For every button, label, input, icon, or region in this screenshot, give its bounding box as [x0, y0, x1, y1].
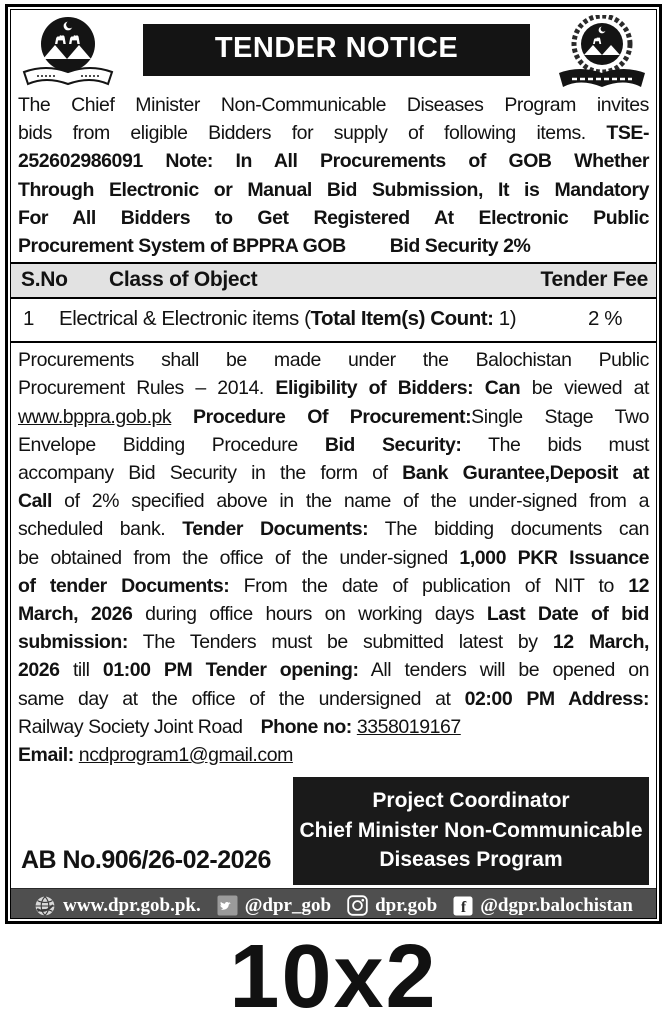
text-segment: March, 2026: [18, 603, 133, 626]
email-address[interactable]: ncdprogram1@gmail.com: [78, 744, 293, 767]
text-segment: Procurement Rules – 2014.: [18, 377, 276, 400]
text-line: [18, 628, 649, 656]
text-line: [18, 656, 649, 684]
text-segment: submission:: [18, 631, 128, 654]
instagram-icon: [347, 895, 368, 916]
footer-twitter-link[interactable]: [217, 895, 331, 917]
tender-notice-banner: TENDER NOTICE: [143, 24, 530, 76]
text-segment: be viewed at: [520, 377, 649, 400]
bppra-website-link[interactable]: www.bppra.gob.pk: [18, 405, 172, 428]
text-line: [18, 600, 649, 628]
signatory-title: Project Coordinator: [372, 789, 570, 813]
text-segment: All tenders will be opened on: [358, 659, 649, 682]
text-line: [18, 685, 649, 713]
emblem-left-graphic: [17, 15, 119, 91]
text-segment: 12 March,: [552, 631, 649, 654]
masthead: [11, 10, 656, 88]
text-segment: bids from eligible Bidders for supply of following items.: [18, 122, 607, 145]
text-segment: Railway Society Joint Road: [18, 715, 243, 738]
dpr-social-footer: [11, 888, 656, 919]
text-line: [18, 459, 649, 487]
text-segment: The bidding documents can: [368, 518, 649, 541]
footer-website-link[interactable]: [34, 895, 201, 917]
text-segment: 1,000 PKR Issuance: [459, 546, 649, 569]
text-segment: The Tenders must be submitted latest by: [127, 631, 553, 654]
twitter-icon: [217, 895, 238, 916]
text-line: [18, 431, 649, 459]
text-line: [18, 741, 649, 769]
text-line: [18, 515, 649, 543]
balochistan-emblem-left: [17, 15, 119, 96]
text-segment: 1): [493, 307, 517, 331]
text-segment: Procurement System of BPPRA GOB: [18, 235, 346, 258]
text-segment: For All Bidders to Get Registered At Electronic Public: [18, 206, 649, 229]
text-line: [18, 147, 649, 175]
footer-twitter-handle: @dpr_gob: [244, 894, 332, 916]
text-segment: Bank Gurantee,Deposit at: [402, 462, 649, 485]
phone-number[interactable]: 3358019167: [356, 715, 461, 738]
ad-inner-border: [10, 9, 657, 919]
text-segment: accompany Bid Security in the form of: [18, 462, 403, 485]
text-segment: Eligibility of Bidders: Can: [275, 377, 521, 400]
table-header-row: [11, 262, 656, 299]
text-line: [18, 176, 649, 204]
footer-facebook-link[interactable]: [453, 895, 633, 917]
signoff-section: [11, 771, 656, 885]
row-tender-fee: 2 %: [588, 307, 622, 331]
text-segment: Envelope Bidding Procedure: [18, 433, 325, 456]
text-line: [18, 204, 649, 232]
text-segment: 12: [628, 574, 649, 597]
text-segment: scheduled bank.: [18, 518, 183, 541]
text-segment: 252602986091 Note: In All Procurements of GOB Whether: [18, 150, 649, 173]
text-segment: Tender Documents:: [182, 518, 369, 541]
text-segment: Bid Security:: [324, 433, 462, 456]
text-segment: Electrical & Electronic items (: [59, 307, 311, 331]
row-sno: 1: [23, 307, 34, 331]
text-line: [18, 572, 649, 600]
text-segment: Total Item(s) Count:: [310, 307, 494, 331]
table-row: [11, 299, 656, 343]
col-header-class-of-object: Class of Object: [109, 268, 258, 292]
text-segment: same day at the office of the undersigned at: [18, 687, 465, 710]
signatory-org-line2: Diseases Program: [379, 848, 563, 872]
text-segment: Call: [18, 490, 52, 513]
text-segment: From the date of publication of NIT to: [229, 574, 629, 597]
text-segment: The bids must: [461, 433, 650, 456]
footer-instagram-handle: dpr.gob: [375, 894, 438, 916]
text-segment: Procurements shall be made under the Balochistan Public: [18, 349, 649, 372]
text-segment: of 2% specified above in the name of the under-signed from a: [51, 490, 649, 513]
intro-paragraph: [11, 88, 656, 262]
text-segment: [171, 406, 193, 428]
text-segment: Through Electronic or Manual Bid Submission, It is Mandatory: [18, 178, 649, 201]
text-segment: during office hours on working days: [132, 603, 487, 626]
text-segment: TSE-: [606, 122, 649, 145]
balochistan-emblem-right: [554, 15, 650, 98]
text-segment: Bid Security 2%: [389, 235, 531, 258]
footer-instagram-link[interactable]: [347, 895, 437, 917]
text-line: [18, 119, 649, 147]
text-line: [18, 91, 649, 119]
text-segment: be obtained from the office of the under-signed: [18, 546, 460, 569]
text-line: [18, 713, 649, 741]
text-segment: Email:: [18, 744, 79, 767]
text-segment: 2026: [18, 659, 60, 682]
text-line: [18, 374, 649, 402]
text-line: [18, 544, 649, 572]
text-segment: Single Stage Two: [471, 405, 650, 428]
globe-icon: [34, 895, 56, 917]
body-paragraph: [11, 343, 656, 771]
col-header-sno: S.No: [21, 268, 68, 292]
tender-notice-ad: [5, 4, 662, 924]
text-segment: Phone no:: [260, 715, 357, 738]
text-segment: till: [59, 659, 103, 682]
row-item-description: [59, 307, 516, 331]
col-header-tender-fee: Tender Fee: [540, 268, 648, 292]
text-line: [18, 487, 649, 515]
text-line: [18, 232, 649, 260]
signatory-block: [293, 777, 649, 885]
footer-website-text: www.dpr.gob.pk.: [63, 894, 201, 916]
text-segment: The Chief Minister Non-Communicable Diseases Program invites: [18, 94, 649, 116]
text-segment: 01:00 PM Tender opening:: [102, 659, 359, 682]
ab-reference-number: AB No.906/26-02-2026: [21, 845, 271, 874]
text-segment: Procedure Of Procurement:: [193, 405, 472, 428]
facebook-icon: [453, 896, 473, 916]
emblem-right-graphic: [554, 15, 650, 93]
footer-facebook-handle: @dgpr.balochistan: [480, 894, 633, 916]
text-segment: of tender Documents:: [18, 574, 230, 597]
signatory-org-line1: Chief Minister Non-Communicable: [299, 818, 643, 842]
text-segment: 02:00 PM Address:: [464, 687, 650, 710]
text-segment: Last Date of bid: [486, 603, 650, 626]
text-line: [18, 403, 649, 431]
text-line: [18, 346, 649, 374]
ad-size-tag: 10x2: [229, 927, 438, 1027]
svg-text:f: f: [461, 898, 467, 916]
